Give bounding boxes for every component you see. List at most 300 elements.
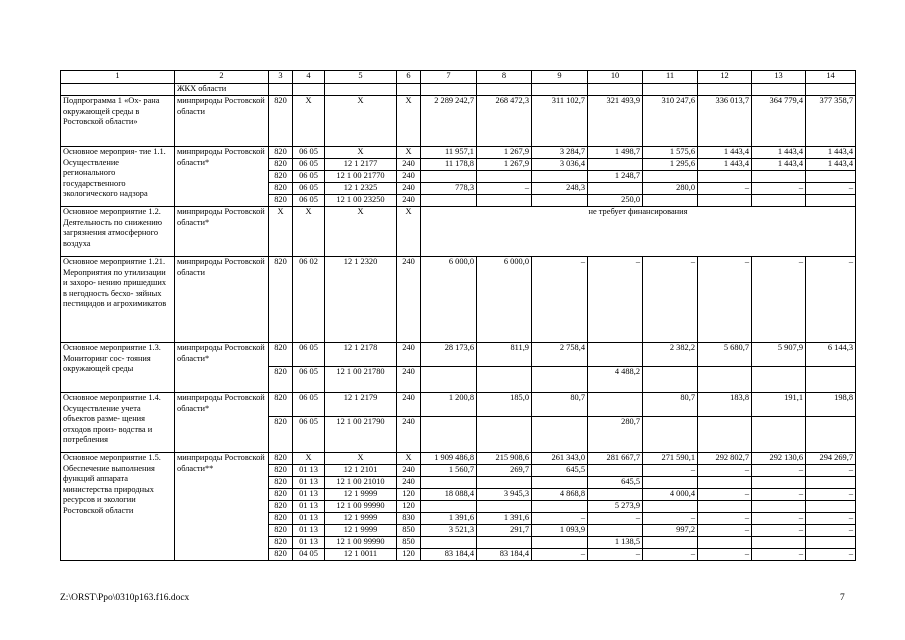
table-cell: 4 488,2 [588, 367, 643, 393]
table-cell: 4 000,4 [643, 489, 698, 501]
table-cell: 12 1 9999 [325, 513, 397, 525]
table-row [61, 343, 856, 367]
table-cell [643, 84, 698, 96]
table-cell: 12 1 00 21770 [325, 171, 397, 183]
measure-title: Основное мероприя- тие 1.1. Осуществление регионального государственного экологического надзора [61, 147, 175, 207]
table-cell: 06 05 [293, 367, 325, 393]
table-cell: 820 [269, 549, 293, 561]
table-cell: – [806, 465, 856, 477]
table-cell [421, 417, 477, 453]
table-cell [806, 477, 856, 489]
table-cell: Х [325, 207, 397, 257]
table-cell: 5 907,9 [752, 343, 806, 367]
table-row [61, 393, 856, 417]
table-cell: 06 05 [293, 183, 325, 195]
table-cell: – [752, 257, 806, 343]
table-cell: 645,5 [532, 465, 588, 477]
table-cell: 215 908,6 [477, 453, 532, 465]
table-cell: 280,0 [643, 183, 698, 195]
table-cell: 280,7 [588, 417, 643, 453]
table-cell: 04 05 [293, 549, 325, 561]
table-cell: 291,7 [477, 525, 532, 537]
subprogram-title: Подпрограмма 1 «Ох- рана окружающей среды в Ростовской области» [61, 96, 175, 147]
table-cell [532, 195, 588, 207]
table-cell: – [806, 489, 856, 501]
table-cell [477, 84, 532, 96]
table-cell: Х [293, 96, 325, 147]
table-cell: 336 013,7 [698, 96, 752, 147]
table-cell [421, 501, 477, 513]
table-cell [588, 183, 643, 195]
table-cell [477, 171, 532, 183]
table-cell: 3 521,3 [421, 525, 477, 537]
table-cell [752, 367, 806, 393]
table-cell: Х [397, 207, 421, 257]
table-cell: 06 05 [293, 417, 325, 453]
measure-executor: минприроды Ростовской области* [175, 343, 269, 393]
table-cell: 3 284,7 [532, 147, 588, 159]
table-cell [293, 84, 325, 96]
table-cell: 820 [269, 171, 293, 183]
column-header: 4 [293, 71, 325, 84]
table-cell [421, 84, 477, 96]
executor-label: ЖКХ области [175, 84, 269, 96]
table-cell: 5 273,9 [588, 501, 643, 513]
table-cell [61, 84, 175, 96]
table-cell [698, 477, 752, 489]
table-cell [643, 195, 698, 207]
table-cell: 1 093,9 [532, 525, 588, 537]
table-cell [698, 537, 752, 549]
table-cell: 310 247,6 [643, 96, 698, 147]
table-cell: – [532, 549, 588, 561]
page-number: 7 [840, 593, 845, 603]
measure-title: Основное мероприятие 1.5. Обеспечение выполнения функций аппарата министерства природных ресурсов и экологии Ростовской области [61, 453, 175, 561]
table-cell: 250,0 [588, 195, 643, 207]
table-cell: 820 [269, 195, 293, 207]
table-cell [643, 367, 698, 393]
table-cell: – [698, 525, 752, 537]
table-cell: 5 680,7 [698, 343, 752, 367]
column-header: 2 [175, 71, 269, 84]
table-cell: 261 343,0 [532, 453, 588, 465]
table-cell: 311 102,7 [532, 96, 588, 147]
budget-table [60, 70, 856, 561]
table-cell: 12 1 2325 [325, 183, 397, 195]
column-header: 10 [588, 71, 643, 84]
table-cell [643, 417, 698, 453]
table-cell: 06 05 [293, 195, 325, 207]
table-row [61, 257, 856, 343]
subprogram-executor: минприроды Ростовской области [175, 96, 269, 147]
table-cell: 292 130,6 [752, 453, 806, 465]
measure-title: Основное мероприятие 1.3. Мониторинг сос- тояния окружающей среды [61, 343, 175, 393]
table-cell [698, 367, 752, 393]
table-cell: – [588, 257, 643, 343]
table-cell [477, 477, 532, 489]
table-cell: – [752, 465, 806, 477]
table-cell: 820 [269, 183, 293, 195]
table-cell: 820 [269, 489, 293, 501]
table-cell: – [477, 183, 532, 195]
table-cell: 377 358,7 [806, 96, 856, 147]
table-cell: 248,3 [532, 183, 588, 195]
table-cell: – [806, 183, 856, 195]
table-cell [588, 525, 643, 537]
table-cell [643, 171, 698, 183]
column-header: 7 [421, 71, 477, 84]
table-cell: 820 [269, 343, 293, 367]
table-cell [806, 501, 856, 513]
table-cell: 1 443,4 [752, 159, 806, 171]
table-cell: Х [397, 96, 421, 147]
table-cell: 240 [397, 465, 421, 477]
column-header: 14 [806, 71, 856, 84]
table-cell: – [643, 257, 698, 343]
table-cell: Х [325, 96, 397, 147]
table-cell: 01 13 [293, 513, 325, 525]
table-cell [532, 171, 588, 183]
table-cell: – [698, 257, 752, 343]
table-cell [806, 367, 856, 393]
table-cell: – [532, 513, 588, 525]
table-cell: 1 575,6 [643, 147, 698, 159]
table-cell: 83 184,4 [477, 549, 532, 561]
column-header: 6 [397, 71, 421, 84]
table-cell: 292 802,7 [698, 453, 752, 465]
table-cell: 191,1 [752, 393, 806, 417]
table-cell: – [588, 549, 643, 561]
table-cell: 83 184,4 [421, 549, 477, 561]
table-cell: 1 560,7 [421, 465, 477, 477]
table-cell: – [698, 513, 752, 525]
table-cell [806, 537, 856, 549]
table-cell [325, 84, 397, 96]
table-cell: 1 498,7 [588, 147, 643, 159]
column-header: 3 [269, 71, 293, 84]
table-cell: – [806, 257, 856, 343]
table-cell: 06 05 [293, 159, 325, 171]
table-cell: 364 779,4 [752, 96, 806, 147]
column-header: 13 [752, 71, 806, 84]
table-row [61, 71, 856, 84]
table-cell [643, 537, 698, 549]
table-cell: 120 [397, 489, 421, 501]
table-cell [421, 195, 477, 207]
table-cell: 240 [397, 367, 421, 393]
table-cell: 820 [269, 453, 293, 465]
table-cell [806, 417, 856, 453]
table-cell: 281 667,7 [588, 453, 643, 465]
table-cell: 12 1 2320 [325, 257, 397, 343]
table-cell [698, 195, 752, 207]
column-header: 12 [698, 71, 752, 84]
table-cell [588, 159, 643, 171]
table-cell [421, 537, 477, 549]
table-cell [532, 367, 588, 393]
table-cell: 240 [397, 183, 421, 195]
table-cell [421, 171, 477, 183]
table-cell [477, 417, 532, 453]
table-cell: – [588, 513, 643, 525]
table-cell [752, 537, 806, 549]
table-cell: – [698, 183, 752, 195]
table-cell: 06 05 [293, 171, 325, 183]
table-cell: 198,8 [806, 393, 856, 417]
measure-title: Основное мероприятие 1.2. Деятельность по снижению загрязнения атмосферного воздуха [61, 207, 175, 257]
table-cell: 997,2 [643, 525, 698, 537]
table-cell: – [752, 525, 806, 537]
table-cell: 28 173,6 [421, 343, 477, 367]
table-cell [532, 477, 588, 489]
table-cell [752, 84, 806, 96]
table-cell: 12 1 2179 [325, 393, 397, 417]
table-cell [643, 501, 698, 513]
table-cell: 240 [397, 477, 421, 489]
table-cell [588, 393, 643, 417]
table-cell: 820 [269, 537, 293, 549]
table-cell: 820 [269, 477, 293, 489]
table-cell: 12 1 00 99990 [325, 537, 397, 549]
table-cell: 820 [269, 417, 293, 453]
table-cell [588, 343, 643, 367]
table-cell [698, 84, 752, 96]
table-cell: 18 088,4 [421, 489, 477, 501]
table-cell: 06 05 [293, 343, 325, 367]
table-cell: 1 267,9 [477, 159, 532, 171]
table-cell: 12 1 00 21010 [325, 477, 397, 489]
table-cell: Х [269, 207, 293, 257]
table-cell: 2 382,2 [643, 343, 698, 367]
measure-executor: минприроды Ростовской области [175, 257, 269, 343]
table-cell [477, 501, 532, 513]
table-cell: 6 000,0 [421, 257, 477, 343]
table-cell: 269,7 [477, 465, 532, 477]
table-cell: Х [325, 147, 397, 159]
table-cell [752, 171, 806, 183]
table-cell [269, 84, 293, 96]
measure-executor: минприроды Ростовской области* [175, 207, 269, 257]
table-cell: 01 13 [293, 465, 325, 477]
table-cell: 240 [397, 171, 421, 183]
table-cell: – [806, 513, 856, 525]
table-cell [752, 195, 806, 207]
table-cell [806, 84, 856, 96]
table-cell: Х [325, 453, 397, 465]
table-cell [806, 195, 856, 207]
table-cell: 240 [397, 343, 421, 367]
table-cell: 811,9 [477, 343, 532, 367]
table-cell: 06 05 [293, 393, 325, 417]
table-cell: 240 [397, 393, 421, 417]
table-cell [752, 477, 806, 489]
table-cell: – [698, 489, 752, 501]
table-cell: 01 13 [293, 489, 325, 501]
table-body [61, 71, 856, 561]
table-cell: – [532, 257, 588, 343]
table-cell: 120 [397, 549, 421, 561]
table-cell: Х [397, 147, 421, 159]
table-cell: – [752, 549, 806, 561]
table-cell: 1 443,4 [698, 159, 752, 171]
table-cell: – [643, 549, 698, 561]
table-cell: 01 13 [293, 477, 325, 489]
table-cell [588, 84, 643, 96]
measure-title: Основное мероприятие 1.21. Мероприятия по утилизации и захоро- нению пришедших в негодность бесхо- зяйных пестицидов и агрохимикатов [61, 257, 175, 343]
table-cell: 06 02 [293, 257, 325, 343]
table-cell: Х [397, 453, 421, 465]
table-cell: – [806, 549, 856, 561]
table-cell: 240 [397, 257, 421, 343]
table-row [61, 207, 856, 257]
column-header: 1 [61, 71, 175, 84]
table-cell: 240 [397, 159, 421, 171]
footer-file-path: Z:\ORST\Ppo\0310p163.f16.docx [60, 593, 190, 603]
column-header: 11 [643, 71, 698, 84]
table-cell: 850 [397, 525, 421, 537]
table-cell: 268 472,3 [477, 96, 532, 147]
table-cell [643, 477, 698, 489]
table-cell: 820 [269, 513, 293, 525]
table-cell [806, 171, 856, 183]
table-cell: 850 [397, 537, 421, 549]
table-cell: Х [293, 207, 325, 257]
table-cell: – [698, 465, 752, 477]
table-cell: 80,7 [643, 393, 698, 417]
table-cell: 1 443,4 [806, 147, 856, 159]
table-cell [532, 417, 588, 453]
table-cell [397, 84, 421, 96]
table-cell: 12 1 2178 [325, 343, 397, 367]
table-cell: 01 13 [293, 501, 325, 513]
table-cell: 01 13 [293, 525, 325, 537]
table-cell: Х [293, 453, 325, 465]
column-header: 8 [477, 71, 532, 84]
table-cell: 1 443,4 [698, 147, 752, 159]
table-cell: – [752, 183, 806, 195]
table-cell: 1 200,8 [421, 393, 477, 417]
measure-executor: минприроды Ростовской области** [175, 453, 269, 561]
table-cell: 3 036,4 [532, 159, 588, 171]
table-cell: 3 945,3 [477, 489, 532, 501]
table-cell [752, 417, 806, 453]
table-cell [477, 367, 532, 393]
table-cell: 820 [269, 367, 293, 393]
table-cell: – [752, 489, 806, 501]
no-funding-note: не требует финансирования [421, 207, 856, 257]
table-cell: 271 590,1 [643, 453, 698, 465]
table-cell: – [643, 513, 698, 525]
table-cell: 185,0 [477, 393, 532, 417]
table-cell: 294 269,7 [806, 453, 856, 465]
table-cell: 12 1 9999 [325, 525, 397, 537]
table-cell: – [698, 549, 752, 561]
table-cell: 830 [397, 513, 421, 525]
table-cell: 1 443,4 [752, 147, 806, 159]
table-cell: 1 391,6 [421, 513, 477, 525]
table-cell: 183,8 [698, 393, 752, 417]
table-cell: 80,7 [532, 393, 588, 417]
table-cell: 1 443,4 [806, 159, 856, 171]
table-cell: 820 [269, 159, 293, 171]
table-cell: 1 391,6 [477, 513, 532, 525]
table-row [61, 147, 856, 159]
table-row [61, 96, 856, 147]
table-cell: 12 1 00 23250 [325, 195, 397, 207]
table-cell [532, 537, 588, 549]
measure-executor: минприроды Ростовской области* [175, 393, 269, 453]
table-cell [698, 501, 752, 513]
table-cell: 820 [269, 525, 293, 537]
table-cell: 321 493,9 [588, 96, 643, 147]
table-row [61, 84, 856, 96]
table-cell: 240 [397, 195, 421, 207]
table-cell: 1 267,9 [477, 147, 532, 159]
table-row [61, 453, 856, 465]
table-cell: 240 [397, 417, 421, 453]
table-cell: 06 05 [293, 147, 325, 159]
table-cell: 12 1 2101 [325, 465, 397, 477]
table-cell: 120 [397, 501, 421, 513]
table-cell: 12 1 00 99990 [325, 501, 397, 513]
table-cell [588, 465, 643, 477]
column-header: 9 [532, 71, 588, 84]
table-cell: 6 144,3 [806, 343, 856, 367]
table-cell: 1 909 486,8 [421, 453, 477, 465]
table-cell: 820 [269, 257, 293, 343]
table-cell: – [806, 525, 856, 537]
table-cell: 1 248,7 [588, 171, 643, 183]
table-cell: 1 138,5 [588, 537, 643, 549]
measure-title: Основное мероприятие 1.4. Осуществление учета объектов разме- щения отходов произ- водства и потребления [61, 393, 175, 453]
table-cell: 820 [269, 501, 293, 513]
table-cell: 01 13 [293, 537, 325, 549]
table-cell: 12 1 00 21790 [325, 417, 397, 453]
table-cell: 4 868,8 [532, 489, 588, 501]
table-cell [421, 367, 477, 393]
table-cell: 12 1 00 21780 [325, 367, 397, 393]
measure-executor: минприроды Ростовской области* [175, 147, 269, 207]
table-cell [698, 171, 752, 183]
table-cell: 778,3 [421, 183, 477, 195]
column-header: 5 [325, 71, 397, 84]
table-cell [698, 417, 752, 453]
table-cell [532, 501, 588, 513]
table-cell: 820 [269, 465, 293, 477]
table-cell: 12 1 0011 [325, 549, 397, 561]
table-cell: 11 178,8 [421, 159, 477, 171]
table-cell: 820 [269, 393, 293, 417]
table-cell [477, 537, 532, 549]
table-cell [752, 501, 806, 513]
table-cell: 2 758,4 [532, 343, 588, 367]
table-cell: 2 289 242,7 [421, 96, 477, 147]
table-cell: – [752, 513, 806, 525]
table-cell [421, 477, 477, 489]
table-cell: 11 957,1 [421, 147, 477, 159]
table-cell: 12 1 9999 [325, 489, 397, 501]
table-cell: 1 295,6 [643, 159, 698, 171]
table-cell [477, 195, 532, 207]
table-cell [588, 489, 643, 501]
table-cell: 645,5 [588, 477, 643, 489]
table-cell: 6 000,0 [477, 257, 532, 343]
table-cell: 820 [269, 96, 293, 147]
table-cell [532, 84, 588, 96]
table-cell: – [643, 465, 698, 477]
table-cell: 12 1 2177 [325, 159, 397, 171]
table-cell: 820 [269, 147, 293, 159]
